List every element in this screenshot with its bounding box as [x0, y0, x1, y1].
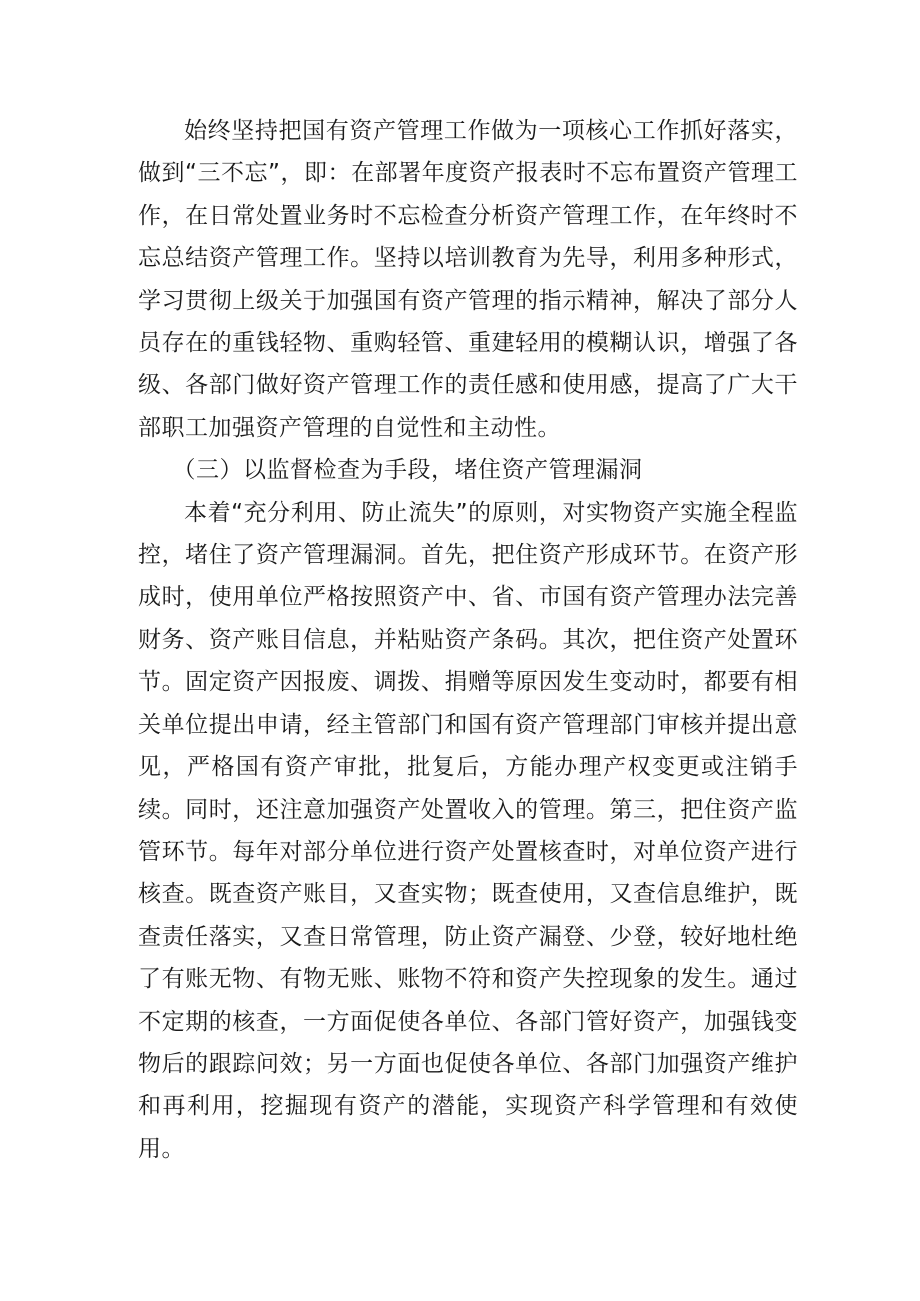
paragraph-asset-management-priority: 始终坚持把国有资产管理工作做为一项核心工作抓好落实，做到“三不忘”，即：在部署年度资产报表时不忘布置资产管理工作，在日常处置业务时不忘检查分析资产管理工作，在年终时不忘总结资产管理工作。坚持以培训教育为先导，利用多种形式，学习贯彻上级关于加强国有资产管理的指示精神，解决了部分人员存在的重钱轻物、重购轻管、重建轻用的模糊认识，增强了各级、各部门做好资产管理工作的责任感和使用感，提高了广大干部职工加强资产管理的自觉性和主动性。	[138, 118, 798, 441]
section-heading-supervision: （三）以监督检查为手段，堵住资产管理漏洞	[172, 457, 643, 484]
document-body	[138, 110, 798, 1170]
paragraph-supervision-inspection: 本着“充分利用、防止流失”的原则，对实物资产实施全程监控，堵住了资产管理漏洞。首先，把住资产形成环节。在资产形成时，使用单位严格按照资产中、省、市国有资产管理办法完善财务、资产账目信息，并粘贴资产条码。其次，把住资产处置环节。固定资产因报废、调拨、捐赠等原因发生变动时，都要有相关单位提出申请，经主管部门和国有资产管理部门审核并提出意见，严格国有资产审批，批复后，方能办理产权变更或注销手续。同时，还注意加强资产处置收入的管理。第三，把住资产监管环节。每年对部分单位进行资产处置核查时，对单位资产进行核查。既查资产账目，又查实物；既查使用，又查信息维护，既查责任落实，又查日常管理，防止资产漏登、少登，较好地杜绝了有账无物、有物无账、账物不符和资产失控现象的发生。通过不定期的核查，一方面促使各单位、各部门管好资产，加强钱变物后的跟踪问效；另一方面也促使各单位、各部门加强资产维护和再利用，挖掘现有资产的潜能，实现资产科学管理和有效使用。	[138, 499, 798, 1162]
